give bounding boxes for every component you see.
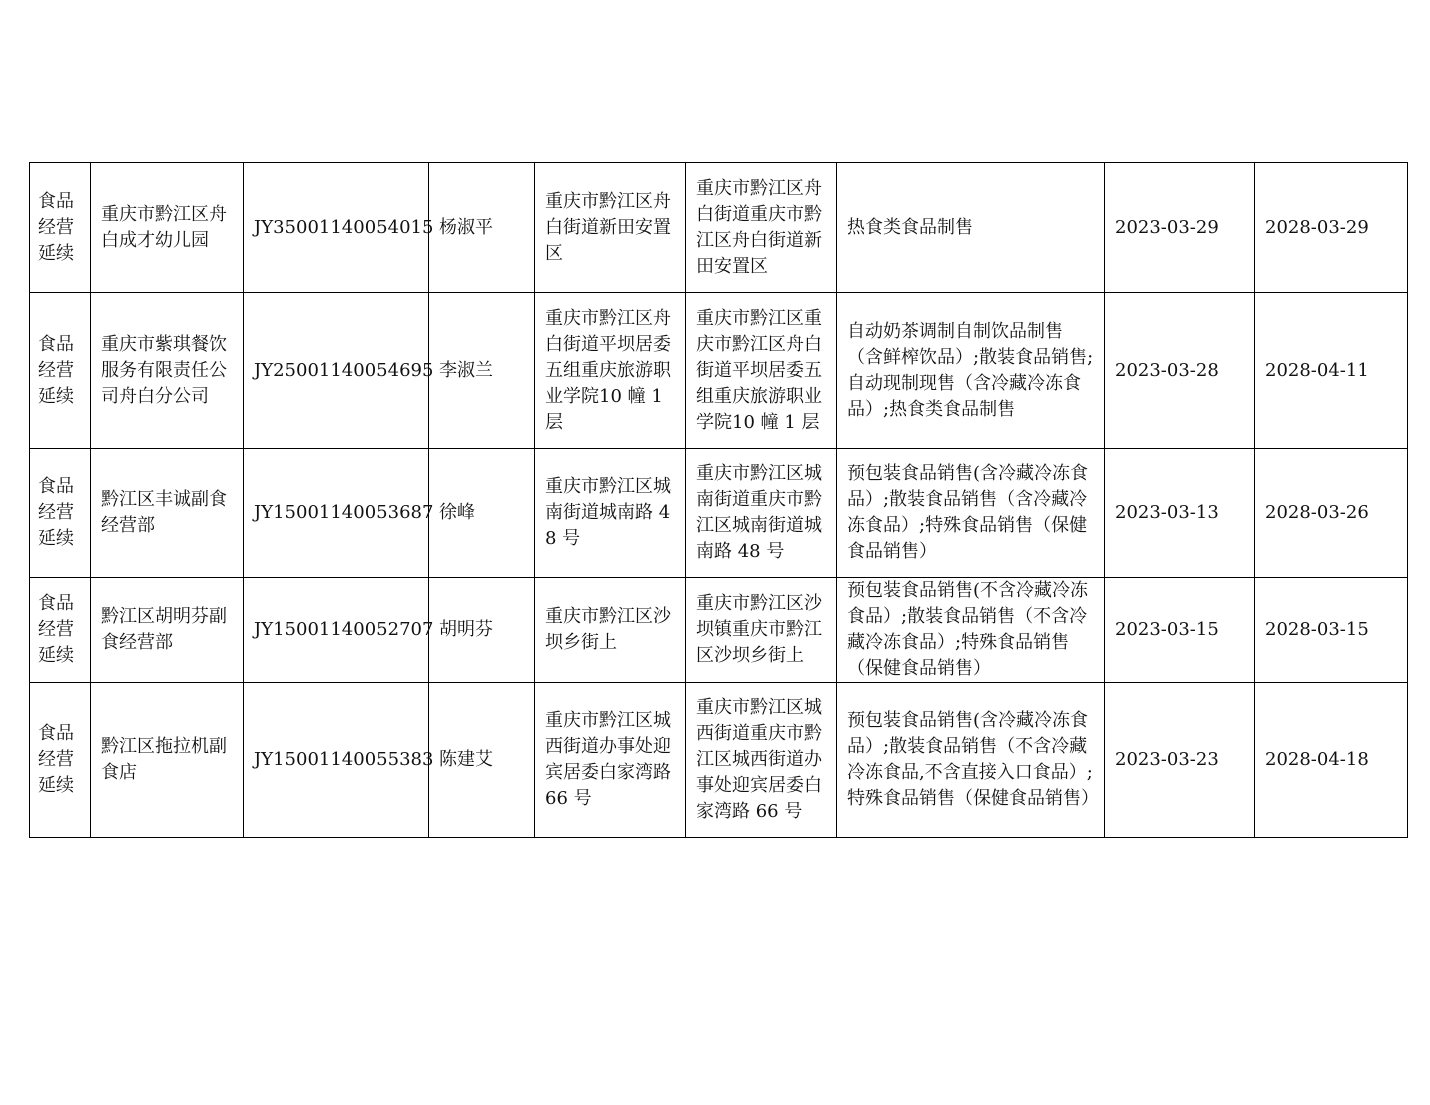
issue-date: 2023-03-13 bbox=[1115, 502, 1219, 523]
address: 重庆市黔江区沙坝乡街上 bbox=[545, 606, 671, 653]
business-name-cell bbox=[91, 293, 244, 449]
license-records-table bbox=[29, 162, 1408, 838]
expiry-date: 2028-03-29 bbox=[1265, 216, 1369, 238]
business-name-cell bbox=[91, 578, 244, 683]
business-scope-cell bbox=[837, 293, 1105, 449]
license-number: JY25001140054695 bbox=[254, 359, 434, 381]
premises-cell bbox=[686, 449, 837, 578]
premises: 重庆市黔江区重庆市黔江区舟白街道平坝居委五组重庆旅游职业学院10 幢 1 层 bbox=[696, 307, 822, 433]
address: 重庆市黔江区舟白街道平坝居委五组重庆旅游职业学院10 幢 1 层 bbox=[545, 307, 671, 433]
expiry-date: 2028-04-18 bbox=[1265, 749, 1369, 770]
business-type-cell bbox=[30, 683, 91, 838]
business-scope: 热食类食品制售 bbox=[847, 216, 973, 238]
license-number-cell bbox=[244, 163, 434, 293]
expiry-date-cell bbox=[1255, 449, 1408, 578]
issue-date: 2023-03-29 bbox=[1115, 216, 1219, 238]
issue-date-cell bbox=[1105, 449, 1255, 578]
business-type-cell bbox=[30, 163, 91, 293]
address-cell bbox=[535, 449, 686, 578]
legal-person-cell bbox=[429, 293, 535, 449]
premises-cell bbox=[686, 293, 837, 449]
issue-date-cell bbox=[1105, 293, 1255, 449]
business-type: 食品经营延续 bbox=[38, 190, 74, 264]
legal-person: 徐峰 bbox=[439, 502, 475, 523]
expiry-date-cell bbox=[1255, 293, 1408, 449]
business-name-cell bbox=[91, 683, 244, 838]
business-type-cell bbox=[30, 449, 91, 578]
business-name: 黔江区胡明芬副食经营部 bbox=[101, 606, 227, 653]
business-scope: 预包装食品销售(不含冷藏冷冻食品）;散装食品销售（不含冷藏冷冻食品）;特殊食品销售（保健食品销售） bbox=[847, 580, 1089, 679]
legal-person-cell bbox=[429, 578, 535, 683]
legal-person: 陈建艾 bbox=[439, 749, 493, 770]
premises: 重庆市黔江区城南街道重庆市黔江区城南街道城南路 48 号 bbox=[696, 463, 822, 562]
business-name: 黔江区丰诚副食经营部 bbox=[101, 489, 227, 536]
expiry-date-cell bbox=[1255, 578, 1408, 683]
business-scope: 自动奶茶调制自制饮品制售（含鲜榨饮品）;散装食品销售;自动现制现售（含冷藏冷冻食品）;热食类食品制售 bbox=[847, 320, 1094, 420]
business-name: 黔江区拖拉机副食店 bbox=[101, 736, 227, 783]
expiry-date: 2028-03-15 bbox=[1265, 619, 1369, 640]
address: 重庆市黔江区舟白街道新田安置区 bbox=[545, 190, 671, 264]
business-name-cell bbox=[91, 163, 244, 293]
business-name-cell bbox=[91, 449, 244, 578]
business-type: 食品经营延续 bbox=[38, 333, 74, 407]
legal-person: 杨淑平 bbox=[439, 216, 493, 238]
business-type: 食品经营延续 bbox=[38, 476, 74, 549]
license-number-cell bbox=[244, 683, 434, 838]
issue-date-cell bbox=[1105, 578, 1255, 683]
business-scope-cell bbox=[837, 683, 1105, 838]
legal-person-cell bbox=[429, 163, 535, 293]
legal-person-cell bbox=[429, 683, 535, 838]
expiry-date: 2028-03-26 bbox=[1265, 502, 1369, 523]
premises-cell bbox=[686, 578, 837, 683]
address-cell bbox=[535, 578, 686, 683]
premises: 重庆市黔江区舟白街道重庆市黔江区舟白街道新田安置区 bbox=[696, 177, 822, 277]
business-scope: 预包装食品销售(含冷藏冷冻食品）;散装食品销售（不含冷藏冷冻食品,不含直接入口食品）;特殊食品销售（保健食品销售） bbox=[847, 710, 1099, 809]
business-scope-cell bbox=[837, 163, 1105, 293]
business-scope: 预包装食品销售(含冷藏冷冻食品）;散装食品销售（含冷藏冷冻食品）;特殊食品销售（保健食品销售） bbox=[847, 463, 1089, 562]
address: 重庆市黔江区城南街道城南路 48 号 bbox=[545, 476, 671, 549]
table-row bbox=[30, 163, 1408, 293]
business-name: 重庆市黔江区舟白成才幼儿园 bbox=[101, 203, 227, 251]
license-number: JY15001140052707 bbox=[254, 619, 434, 640]
business-name: 重庆市紫琪餐饮服务有限责任公司舟白分公司 bbox=[101, 333, 227, 407]
business-type: 食品经营延续 bbox=[38, 593, 74, 666]
business-scope-cell bbox=[837, 449, 1105, 578]
premises: 重庆市黔江区沙坝镇重庆市黔江区沙坝乡街上 bbox=[696, 593, 822, 666]
business-scope-cell bbox=[837, 578, 1105, 683]
license-number: JY15001140053687 bbox=[254, 502, 434, 523]
license-number-cell bbox=[244, 449, 434, 578]
legal-person-cell bbox=[429, 449, 535, 578]
license-number-cell bbox=[244, 578, 434, 683]
address-cell bbox=[535, 163, 686, 293]
legal-person: 胡明芬 bbox=[439, 619, 493, 640]
license-number: JY15001140055383 bbox=[254, 749, 434, 770]
legal-person: 李淑兰 bbox=[439, 359, 493, 381]
business-type: 食品经营延续 bbox=[38, 723, 74, 796]
expiry-date: 2028-04-11 bbox=[1265, 359, 1369, 381]
premises-cell bbox=[686, 683, 837, 838]
issue-date: 2023-03-23 bbox=[1115, 749, 1219, 770]
issue-date: 2023-03-28 bbox=[1115, 359, 1219, 381]
expiry-date-cell bbox=[1255, 683, 1408, 838]
issue-date-cell bbox=[1105, 163, 1255, 293]
premises-cell bbox=[686, 163, 837, 293]
license-number: JY35001140054015 bbox=[254, 216, 434, 238]
address: 重庆市黔江区城西街道办事处迎宾居委白家湾路 66 号 bbox=[545, 710, 671, 809]
issue-date-cell bbox=[1105, 683, 1255, 838]
table-row bbox=[30, 293, 1408, 449]
business-type-cell bbox=[30, 293, 91, 449]
issue-date: 2023-03-15 bbox=[1115, 619, 1219, 640]
table-row bbox=[30, 449, 1408, 578]
business-type-cell bbox=[30, 578, 91, 683]
premises: 重庆市黔江区城西街道重庆市黔江区城西街道办事处迎宾居委白家湾路 66 号 bbox=[696, 697, 822, 822]
table-row bbox=[30, 683, 1408, 838]
expiry-date-cell bbox=[1255, 163, 1408, 293]
license-number-cell bbox=[244, 293, 434, 449]
address-cell bbox=[535, 293, 686, 449]
address-cell bbox=[535, 683, 686, 838]
table-row bbox=[30, 578, 1408, 683]
